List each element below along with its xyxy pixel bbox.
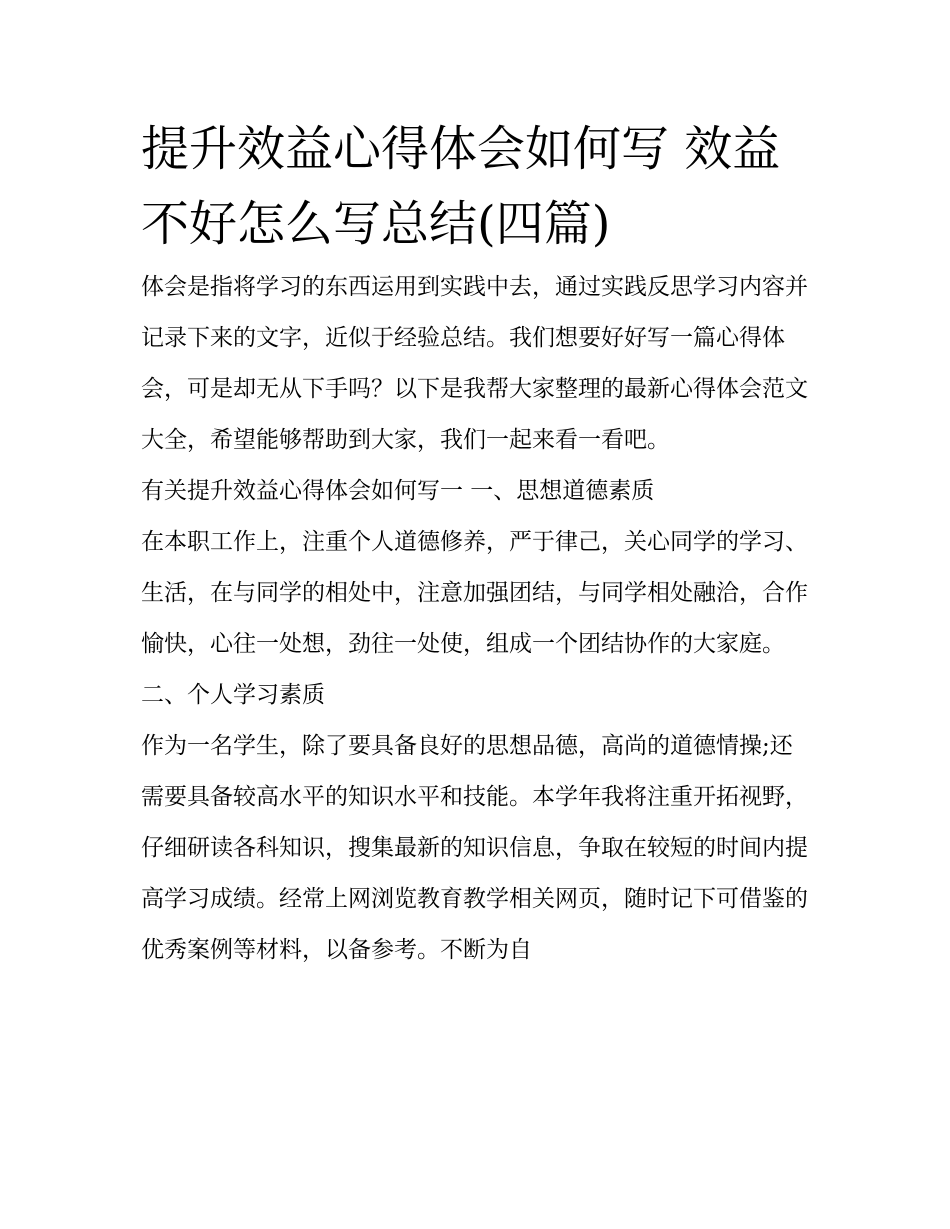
intro-paragraph: 体会是指将学习的东西运用到实践中去，通过实践反思学习内容并记录下来的文字，近似于经验总结。我们想要好好写一篇心得体会，可是却无从下手吗？以下是我帮大家整理的最新心得体会范文大全，希望能够帮助到大家，我们一起来看一看吧。 (141, 274, 808, 453)
section-heading-2: 二、个人学习素质 (141, 682, 325, 708)
document-title: 提升效益心得体会如何写 效益不好怎么写总结(四篇) (141, 121, 781, 252)
document-page (141, 112, 813, 976)
paragraph-moral-quality: 在本职工作上，注重个人道德修养，严于律己，关心同学的学习、生活，在与同学的相处中，注意加强团结，与同学相处融洽，合作愉快，心往一处想，劲往一处使，组成一个团结协作的大家庭。 (141, 529, 808, 657)
section-heading-1: 有关提升效益心得体会如何写一 一、思想道德素质 (141, 478, 655, 504)
paragraph-study-quality: 作为一名学生，除了要具备良好的思想品德，高尚的道德情操;还需要具备较高水平的知识水平和技能。本学年我将注重开拓视野，仔细研读各科知识，搜集最新的知识信息，争取在较短的时间内提高学习成绩。经常上网浏览教育教学相关网页，随时记下可借鉴的优秀案例等材料，以备参考。不断为自 (141, 733, 808, 963)
